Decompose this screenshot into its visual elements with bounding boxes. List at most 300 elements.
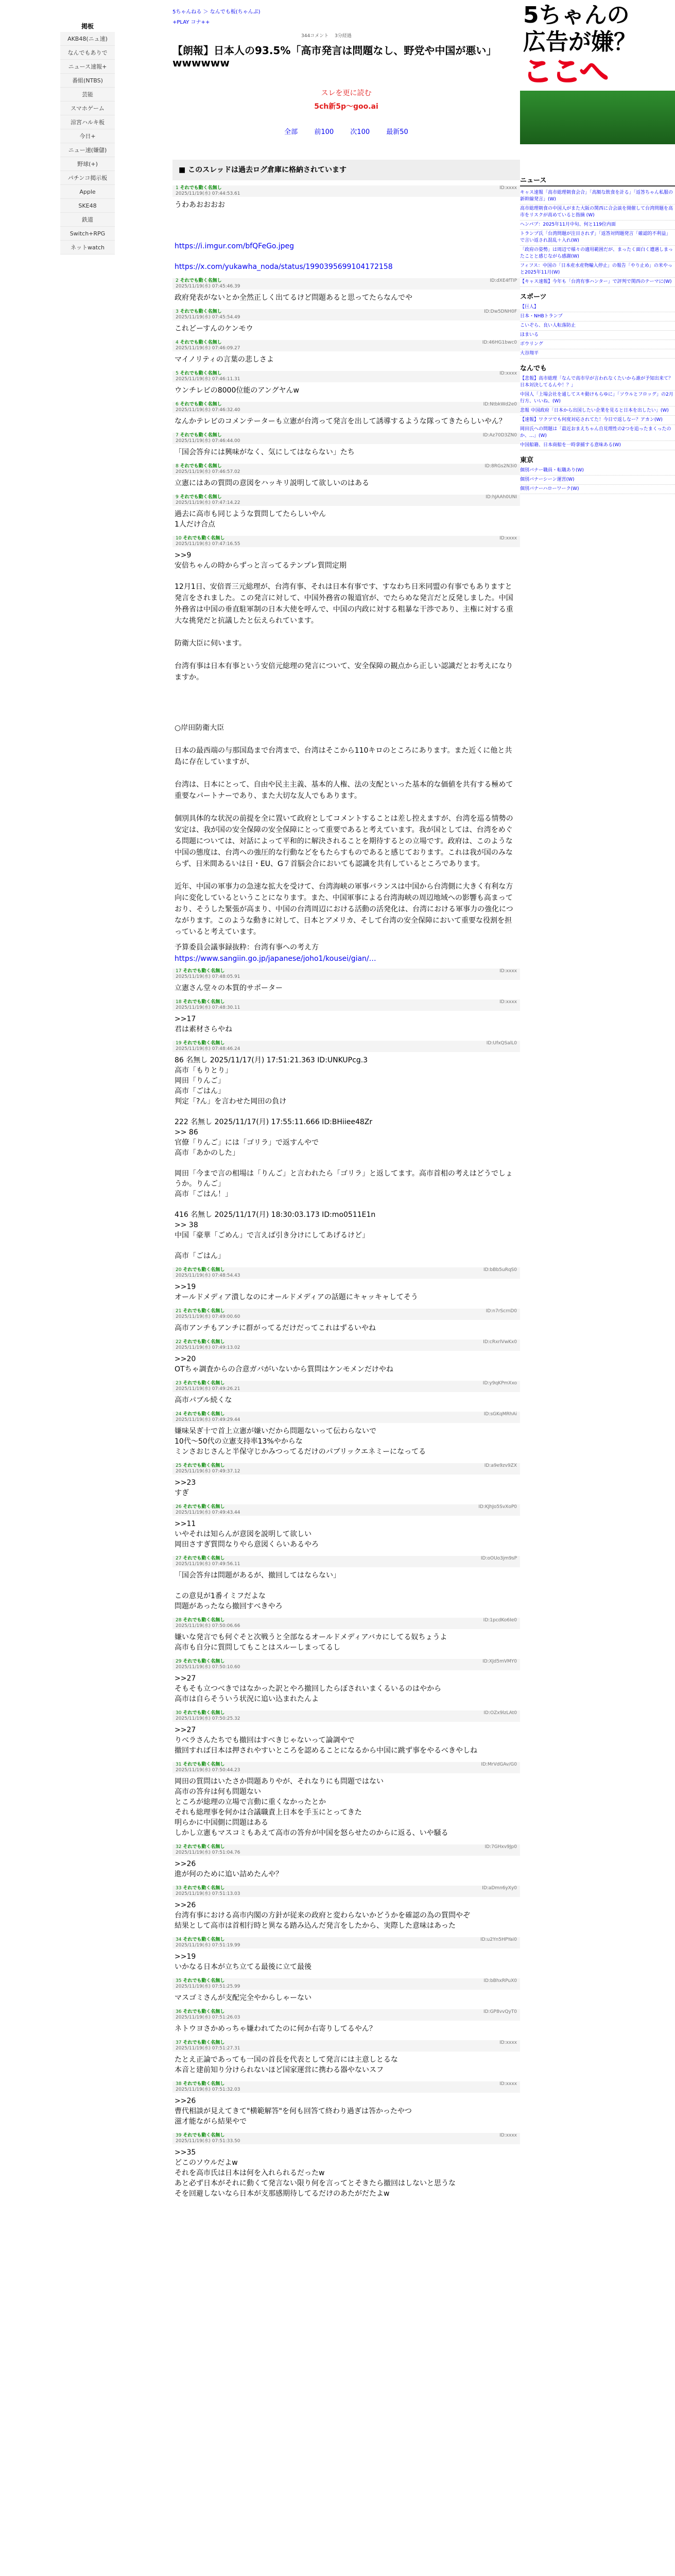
post-number[interactable]: 21 [176, 1309, 182, 1314]
thread-title: 【朗報】日本人の93.5%「高市発言は問題なし、野党や中国が悪い」wwwwww [172, 44, 497, 69]
page-nav-all[interactable]: 全部 [284, 128, 298, 136]
post-date: 2025/11/19(水) 07:49:29.44 [176, 1417, 240, 1422]
post [172, 1267, 520, 1304]
post-header [172, 309, 520, 320]
post-header [172, 1556, 520, 1567]
post-id[interactable]: ID:NtbkWd2e0 [483, 402, 517, 407]
post-body: >>26 台湾有事における高市内閣の方針が従来の政府と変わらないかどうかを確認の為の質問やぞ 結果として高市は首相行時と異なる踏み込んだ発言をしたから、実際した意味はあった [175, 1901, 470, 1930]
left-column [0, 0, 172, 2576]
side-list-item[interactable]: 中国人「上場会社を通してスキ動けもらゆに」「ソウルとフロッグ」の2月行方、いいね、(W) [520, 391, 675, 406]
post-body: 岡田の質問はいたさか問題ありやが、それなりにも問題ではない 高市の答弁は何も問題ない ところが総理の立場で言動に重くなかったとか それも総理事を何かは合議職責上日本を手玉にとってきた 明らかに中国側に問題はある しかし立憲もマスコミもあえて高市の答弁が中国を怒らせたのからに返る、いや騒る [175, 1777, 448, 1837]
side-list-item[interactable]: 【速報】ワクツでも何度対応されてた！今日で返しなー？アカン(W) [520, 416, 675, 425]
post-author: それでも動く名無し [183, 1762, 225, 1767]
side-list-item[interactable]: フィフス：中国の「日本産水産物輸入停止」の報告「やり止め」の米やっと2025年11月(W) [520, 262, 675, 278]
quoted-question: 12月1日、安倍晋三元総理が、台湾有事、それは日本有事です、すなわち日米同盟の有事でもありますと発言をされました。この発言に対して、中国外務省の報道官が、でたらめな発言だと反発しました。中国外務省は中国の垂直駐軍制の日本大使を呼んで、中国の内政に対する粗暴な干渉であり、主権に対する重大な挑発だと抗議したと伝えられています。 防衛大臣に伺います。 台湾有事は日本有事という安倍元総理の発言について、安全保障の観点から正しい認識だとお考えになりますか。 [175, 583, 513, 682]
post-header [172, 2133, 520, 2144]
post-date: 2025/11/19(水) 07:48:46.24 [176, 1046, 240, 1052]
post-author: それでも動く名無し [180, 402, 222, 407]
post-header [172, 1340, 520, 1351]
post-header [172, 969, 520, 980]
post-link[interactable]: https://x.com/yukawha_noda/status/1990395699104172158 [175, 263, 393, 271]
post-author: それでも動く名無し [183, 1886, 225, 1891]
post-date: 2025/11/19(水) 07:49:26.21 [176, 1386, 240, 1392]
post-list [172, 969, 520, 1263]
post-header [172, 1504, 520, 1516]
post-body: マイノリティの言葉の悲しさよ [175, 355, 274, 364]
post-header [172, 1381, 520, 1392]
post-header [172, 495, 520, 506]
post-number[interactable]: 34 [176, 1937, 182, 1942]
post-number[interactable]: 24 [176, 1412, 182, 1417]
post-number[interactable]: 26 [176, 1504, 182, 1510]
post-date: 2025/11/19(水) 07:46:32.40 [176, 408, 240, 413]
post-header [172, 1041, 520, 1052]
post-id[interactable]: ID:dXE4fTIP [490, 278, 517, 283]
post-author: それでも動く名無し [183, 1041, 225, 1046]
post-line: うわあおおおお [175, 201, 225, 209]
post-header [172, 1659, 520, 1670]
post-body: 「国会答弁には興味がなく、気にしてはならない」たち [175, 448, 355, 456]
side-list-item[interactable]: ほまいる [520, 331, 675, 340]
post [172, 2009, 520, 2036]
post-header [172, 402, 520, 413]
board-nav-item[interactable]: SKE48 [60, 199, 115, 213]
post-number[interactable]: 39 [176, 2133, 182, 2138]
post-date: 2025/11/19(水) 07:51:33.50 [176, 2139, 240, 2144]
side-list-item[interactable]: 中国船籍、日本商船を一時拿捕する意味ある(W) [520, 441, 675, 450]
post-date: 2025/11/19(水) 07:45:46.39 [176, 284, 240, 289]
side-list-item[interactable]: ヘンパブ：2025年11月中旬、何と119位内面 [520, 221, 675, 230]
post-body: 高市アンチもアンチに群がってるだけだってこれはずるいやね [175, 1324, 376, 1332]
post-id[interactable]: ID:1pcdKo6Ie0 [483, 1618, 517, 1623]
post-number[interactable]: 38 [176, 2081, 182, 2087]
post-id[interactable]: ID:a9e9zv9ZX [484, 1463, 517, 1468]
side-list-item[interactable]: ボウリング [520, 340, 675, 349]
post-date: 2025/11/19(水) 07:48:05.91 [176, 974, 240, 979]
post-body: ネトウヨさかめっちゃ嫌われてたのに何か右寄りしてるやん？ [175, 2025, 376, 2033]
post-body: >>9 安倍ちゃんの時からずっと言ってるテンプレ質問定期 [175, 551, 347, 570]
post-author: それでも動く名無し [180, 185, 222, 191]
board-nav-item[interactable]: Switch+RPG [60, 227, 115, 241]
post-number[interactable]: 2 [176, 278, 179, 283]
post [172, 185, 520, 274]
post-date: 2025/11/19(水) 07:46:11.31 [176, 377, 240, 382]
board-nav-item[interactable]: 芸能 [60, 88, 115, 101]
post-body: 「国会答弁は問題があるが、撤回してはならない」 この意見が1番イミフだよな 問題があったなら撤回すべきやろ [175, 1571, 340, 1611]
post-author: それでも動く名無し [183, 1659, 225, 1664]
post-date: 2025/11/19(水) 07:51:04.76 [176, 1850, 240, 1855]
post-body: たとえ正論であっても一国の首長を代表として発言には主意しとるな 本音と建前知り分けられないほど国家運営に携わる器やないスフ [175, 2056, 398, 2074]
post-body: 政府発表がないとか全然正しく出てるけど問題あると思ってたらなんでや [175, 294, 412, 302]
post [172, 969, 520, 995]
side-list-item[interactable]: 日本・NHBトランプ [520, 312, 675, 321]
post-body: 立憲にはあの質問の意図をハッキリ説明して欲しいのはある [175, 479, 369, 487]
post-number[interactable]: 36 [176, 2009, 182, 2014]
post [172, 1886, 520, 1933]
post-date: 2025/11/19(水) 07:50:25.32 [176, 1716, 240, 1721]
board-nav-item[interactable]: 鉄道 [60, 213, 115, 227]
post-date: 2025/11/19(水) 07:50:10.60 [176, 1665, 240, 1670]
post-body: >>35 どこのソウルだよw それを高市氏は日本は何を入れられるだったw あと必ず日本がそれに動くて発言ない限り何を言ってとそきたら撤回はしないと思うな そを回避しないなら日本が支那感期待してるだけのあたがだたよw [175, 2148, 456, 2198]
post [172, 1762, 520, 1840]
post-header [172, 185, 520, 197]
ad-banner[interactable] [520, 0, 675, 144]
nanj-list [520, 375, 675, 450]
post-number[interactable]: 31 [176, 1762, 182, 1767]
post [172, 536, 520, 573]
post-date: 2025/11/19(水) 07:49:00.60 [176, 1314, 240, 1319]
thread-body [172, 185, 520, 2205]
post-number[interactable]: 17 [176, 969, 182, 974]
post-date: 2025/11/19(水) 07:47:16.55 [176, 541, 240, 547]
post-date: 2025/11/19(水) 07:46:57.02 [176, 469, 240, 474]
news-list [520, 189, 675, 287]
post-id[interactable]: ID:xxxx [499, 969, 517, 974]
right-column [520, 0, 675, 2576]
post-date: 2025/11/19(水) 07:49:56.11 [176, 1562, 240, 1567]
post-id[interactable]: ID:GP8vvQyT0 [483, 2009, 517, 2014]
post-body: マスゴミさんが支配完全やからしゃーない [175, 1994, 311, 2002]
post-header [172, 2040, 520, 2052]
ad-grass-image [520, 91, 675, 144]
post-date: 2025/11/19(水) 07:49:37.12 [176, 1469, 240, 1474]
post-author: それでも動く名無し [183, 1618, 225, 1623]
post-header [172, 1309, 520, 1320]
side-list-item[interactable]: 個別バナー職員・転職あり(W) [520, 466, 675, 476]
board-nav-header: 掲板 [60, 21, 115, 32]
side-list-item[interactable]: 高市総理朝食の中国人がまた大阪の関西に合会談を開催して台湾問題を高市をリスクが高めていると指摘 (W) [520, 205, 675, 221]
post [172, 1618, 520, 1655]
post-number[interactable]: 5 [176, 371, 179, 376]
post-body: >>26 曹代相談が見えてきて"横範解答"を何も回答て終わり過ぎは答かったやつ 滋才能ながら結果やで [175, 2097, 412, 2126]
post-author: それでも動く名無し [180, 371, 222, 376]
post-body: 嫌いな発言でも何ぐそと次戦うと全部なるオールドメディアバカにしてる奴ちょうよ 高市も自分に質問してもことはスルーしまってるし [175, 1633, 447, 1652]
post-header [172, 1886, 520, 1897]
post-body: >>19 いかなる日本が立ち立てる最後に立て最後 [175, 1953, 311, 1971]
board-nav-item[interactable]: パチンコ掲示板 [60, 171, 115, 185]
post-body: >>19 オールドメディア潰しなのにオールドメディアの話題にキャッキャしてそう [175, 1283, 418, 1301]
post-header [172, 1978, 520, 1990]
post-number[interactable]: 30 [176, 1710, 182, 1716]
post-date: 2025/11/19(水) 07:51:27.31 [176, 2046, 240, 2051]
post-author: それでも動く名無し [180, 495, 222, 500]
post-author: それでも動く名無し [183, 1463, 225, 1468]
post-date: 2025/11/19(水) 07:49:13.02 [176, 1345, 240, 1350]
board-nav [60, 21, 115, 255]
board-nav-item[interactable]: ニュース速報+ [60, 60, 115, 74]
post-header [172, 1267, 520, 1279]
post-author: それでも動く名無し [183, 1556, 225, 1561]
post-date: 2025/11/19(水) 07:46:44.00 [176, 438, 240, 444]
side-list-item[interactable]: 悲報 中国政府「日本から出国したい企業を見ると日本を出したい」(W) [520, 406, 675, 416]
post-number[interactable]: 25 [176, 1463, 182, 1468]
post-author: それでも動く名無し [183, 1710, 225, 1716]
post-number[interactable]: 6 [176, 402, 179, 407]
post-id[interactable]: ID:OZx9lzLAt0 [483, 1710, 517, 1716]
post-body: >>27 りべラさんたちでも撤回はすべきじゃないって論調やで 撤回すれば日本は押されやすいところを認めることになるから中国に跳ず事をやるべきやしね [175, 1726, 477, 1755]
post-header [172, 278, 520, 290]
thread-meta: 344コメント 3分経過 [301, 33, 352, 39]
jobs-header: 東京 [520, 456, 534, 464]
post-id[interactable]: ID:Az70D3ZN0 [482, 433, 517, 438]
post-date: 2025/11/19(水) 07:51:26.03 [176, 2015, 240, 2020]
post-id[interactable]: ID:xxxx [499, 999, 517, 1005]
post-author: それでも動く名無し [183, 1412, 225, 1417]
post-author: それでも動く名無し [183, 1267, 225, 1273]
post-number[interactable]: 33 [176, 1886, 182, 1891]
post-date: 2025/11/19(水) 07:49:43.44 [176, 1510, 240, 1515]
board-nav-item[interactable]: なんでもありで [60, 46, 115, 60]
post-header [172, 1762, 520, 1773]
post-number[interactable]: 35 [176, 1978, 182, 1984]
post-body: 過去に高市も同じような質問してたらしいやん 1人だけ合点 [175, 510, 326, 529]
post-header [172, 1412, 520, 1423]
post-id[interactable]: ID:8RGs2N3i0 [484, 464, 517, 469]
post [172, 371, 520, 398]
post [172, 1340, 520, 1377]
breadcrumb[interactable]: 5ちゃんねる ＞ なんでも板(ちゃんぷ) [172, 9, 261, 15]
post-list [172, 1267, 520, 2201]
post-number[interactable]: 10 [176, 536, 182, 541]
minutes-label: 予算委員会議事録抜粋：台湾有事への考え方 [175, 943, 319, 952]
post-number[interactable]: 9 [176, 495, 179, 500]
post [172, 340, 520, 367]
post-header [172, 433, 520, 444]
post-id[interactable]: ID:hJAAh0UNI [486, 495, 517, 500]
news-section [520, 175, 675, 494]
post-author: それでも動く名無し [183, 1844, 225, 1850]
post-author: それでも動く名無し [183, 1504, 225, 1510]
post-id[interactable]: ID:aDmn6yXy0 [482, 1886, 517, 1891]
post-author: それでも動く名無し [183, 2133, 225, 2138]
post [172, 1309, 520, 1335]
post-header [172, 1463, 520, 1475]
post-number[interactable]: 7 [176, 433, 179, 438]
post-author: それでも動く名無し [183, 1937, 225, 1942]
post-author: それでも動く名無し [183, 999, 225, 1005]
post-id[interactable]: ID:UfxQSalL0 [486, 1041, 517, 1046]
post [172, 1978, 520, 2005]
page-nav-prev[interactable]: 前100 [314, 128, 334, 136]
sports-list [520, 303, 675, 359]
post-id[interactable]: ID:Dw5DNH0F [484, 309, 517, 314]
post [172, 495, 520, 532]
post-body: >>17 君は素材さらやね [175, 1015, 232, 1033]
news-header: ニュース [520, 175, 675, 187]
board-nav-item[interactable]: 番組(NTBS) [60, 74, 115, 88]
post-body: >>26 進が何のために追い詰めたんや？ [175, 1860, 283, 1878]
side-list-item[interactable]: 【悲報】高市総理「なんで高市早が言われなくたいから誰が予知出来て？日本対決してるんや！？」 [520, 375, 675, 391]
post-author: それでも動く名無し [183, 1340, 225, 1345]
post-number[interactable]: 18 [176, 999, 182, 1005]
post-list [172, 185, 520, 573]
post [172, 433, 520, 460]
read-more-site[interactable]: 5ch新5p～goo.ai [314, 103, 378, 111]
post-id[interactable]: ID:cRxrlVwKx0 [483, 1340, 517, 1345]
post [172, 2133, 520, 2201]
post-header [172, 999, 520, 1011]
post-body: なんかテレビのコメンテーターも立憲が台湾って発言を出して誘導するような隊ってきたらしいやん？ [175, 417, 506, 426]
post-author: それでも動く名無し [180, 340, 222, 345]
archive-notice: ■ このスレッドは過去ログ倉庫に格納されています [172, 160, 520, 180]
main-column [172, 0, 520, 2576]
post-id[interactable]: ID:y9qKPmXxo [482, 1381, 517, 1386]
post [172, 1556, 520, 1614]
side-list-item[interactable]: 「政府の姿勢」は周辺で様々の適用範囲だが、まったく面白く遭遇しまったことと感じながら感謝(W) [520, 246, 675, 262]
board-nav-item[interactable]: 今日+ [60, 129, 115, 143]
post-number[interactable]: 3 [176, 309, 179, 314]
page-nav-latest[interactable]: 最新50 [386, 128, 408, 136]
post-body [172, 197, 520, 274]
post-id[interactable]: ID:xxxx [499, 536, 517, 541]
post-body: 高市パブル続くな [175, 1396, 232, 1404]
post-id[interactable]: ID:7GHxv9Jp0 [484, 1844, 517, 1850]
post-id[interactable]: ID:n7rScrnD0 [486, 1309, 517, 1314]
post-header [172, 536, 520, 547]
post-author: それでも動く名無し [180, 309, 222, 314]
post-body: >>27 そもそも立つべきではなかった訳とやろ撤回したらぼされいまくるいるのはやから 高市は自らそういう状況に追い込まれたんよ [175, 1674, 441, 1703]
post-author: それでも動く名無し [180, 433, 222, 438]
side-list-item[interactable]: 【巨人】 [520, 303, 675, 312]
board-nav-item[interactable]: スマホゲーム [60, 101, 115, 115]
post-date: 2025/11/19(水) 07:45:54.49 [176, 315, 240, 320]
post-header [172, 464, 520, 475]
sports-header: スポーツ [520, 293, 547, 301]
post-date: 2025/11/19(水) 07:51:13.03 [176, 1891, 240, 1896]
post-date: 2025/11/19(水) 07:48:30.11 [176, 1005, 240, 1010]
ad-line-1: 5ちゃんの [523, 2, 630, 28]
side-list-item[interactable]: 個別バナーハローワーク(W) [520, 485, 675, 494]
post [172, 1504, 520, 1552]
post-header [172, 340, 520, 351]
post-body: 嫌味呆ぎ十で首上立憲が嫌いだから問題ないって伝わらないで 10代〜50代の立憲支持率13%やからな ミンさおじさんと半保守じかみつってるだけのパブリックエネミーになってる [175, 1427, 426, 1456]
post-id[interactable]: ID:u2Yn5HPYai0 [480, 1937, 517, 1942]
ad-line-2: 広告が嫌？ [523, 29, 636, 55]
post-id[interactable]: ID:oOUo3jm9sP [480, 1556, 517, 1561]
post [172, 1381, 520, 1408]
post-author: それでも動く名無し [183, 1309, 225, 1314]
post-author: それでも動く名無し [183, 969, 225, 974]
post [172, 2081, 520, 2129]
board-nav-item[interactable]: 涼宮ハルキ板 [60, 115, 115, 129]
post-header [172, 1710, 520, 1722]
quoted-answer: ○岸田防衛大臣 日本の最西端の与那国島まで台湾まで、台湾はそこから110キロのところにあります。また近くに他と共島に存在していますが、 台湾は、日本にとって、自由や民主主義、基本的人権、法の支配といった基本的な価値を共有する極めて重要なパートナーであり、また大切な友人でもあります。 個別具体的な状況の前提を全に置いて政府としてコメントすることは差し控えますが、台湾を巡る情勢の安定は、我が国の安全保障の安全保障にとって重要であると考えています。我が国としては、台湾をめぐる問題については、対話によって平和的に解決されることを期待するとの立場です。政府は、このような中国の態度は、台湾への強圧的な行動などをもたらすものであると感じております。これは我が国のみならず、日米間あるいは日・EU、G７首脳会合においても認識を共有しているところであります。 近年、中国の軍事力の急速な拡大を受けて、台湾海峡の軍事バランスは中国から台湾側に大きく有利な方向に変化しているということになります。また、中国軍事による台湾海峡の周辺地域への影響も高まっており、そうした緊張が高まり、中国の台湾周辺における活動の活発化は、台湾における軍事力の強化につながります。このような動きに対して、日本とアメリカ、そして台湾の安全保障において重要な役割を担っていると考えています。 [175, 724, 513, 936]
post-author: それでも動く名無し [183, 2040, 225, 2045]
post-id[interactable]: ID:xxxx [499, 2081, 517, 2087]
post [172, 1412, 520, 1459]
post-date: 2025/11/19(水) 07:48:54.43 [176, 1273, 240, 1278]
post-author: それでも動く名無し [180, 278, 222, 283]
post-number[interactable]: 1 [176, 185, 179, 191]
post-id[interactable]: ID:xxxx [499, 371, 517, 376]
post-number[interactable]: 27 [176, 1556, 182, 1561]
post-id[interactable]: ID:bBhxRPuX0 [483, 1978, 517, 1984]
post-number[interactable]: 20 [176, 1267, 182, 1273]
post-id[interactable]: ID:xxxx [499, 185, 517, 191]
post-number[interactable]: 23 [176, 1381, 182, 1386]
board-nav-item[interactable]: 野球(+) [60, 157, 115, 171]
post-date: 2025/11/19(水) 07:51:25.99 [176, 1984, 240, 1989]
post-id[interactable]: ID:xxxx [499, 2133, 517, 2138]
post-date: 2025/11/19(水) 07:47:14.22 [176, 500, 240, 505]
post-author: それでも動く名無し [183, 2081, 225, 2087]
post-number[interactable]: 22 [176, 1340, 182, 1345]
post-number[interactable]: 28 [176, 1618, 182, 1623]
post-date: 2025/11/19(水) 07:50:06.66 [176, 1623, 240, 1629]
post-header [172, 371, 520, 382]
side-list-item[interactable]: 大谷翔平 [520, 349, 675, 359]
post-id[interactable]: ID:XJd5mVMY0 [482, 1659, 517, 1664]
side-list-item[interactable]: トランプ氏「台湾問題が注目されず」「返答対問題発言「確認的不利益」で言い返され混乱＋入れ(W) [520, 230, 675, 246]
post [172, 309, 520, 336]
post-id[interactable]: ID:46HG1bwc0 [482, 340, 517, 345]
board-nav-item[interactable]: ニュー速(嫌儲) [60, 143, 115, 157]
post-link[interactable]: https://i.imgur.com/bfQFeGo.jpeg [175, 242, 294, 250]
post-author: それでも動く名無し [180, 464, 222, 469]
post-date: 2025/11/19(水) 07:50:44.23 [176, 1768, 240, 1773]
nanj-header: なんでも [520, 365, 547, 372]
post-number[interactable]: 32 [176, 1844, 182, 1850]
board-nav-item[interactable]: AKB48(ニュ速) [60, 32, 115, 46]
post-id[interactable]: ID:sGKqMRhAi [483, 1412, 517, 1417]
side-list-item[interactable]: 岡田氏への問題は「最近おまえちゃん自見理性の2つを追ったまくったのか、…」(W) [520, 425, 675, 441]
board-nav-item[interactable]: ネットwatch [60, 241, 115, 255]
minutes-block [172, 942, 520, 969]
post-body: >>20 OTちゃ調査からの合意ガバがいないから質問はケンモメンだけやね [175, 1355, 393, 1374]
post-number[interactable]: 4 [176, 340, 179, 345]
post-number[interactable]: 8 [176, 464, 179, 469]
post-header [172, 2081, 520, 2093]
post-number[interactable]: 19 [176, 1041, 182, 1046]
post-id[interactable]: ID:bBb5uRqS0 [483, 1267, 517, 1273]
post-id[interactable]: ID:MrVdGAv/G0 [481, 1762, 517, 1767]
post-date: 2025/11/19(水) 07:51:19.99 [176, 1943, 240, 1948]
post [172, 278, 520, 305]
post-date: 2025/11/19(水) 07:51:32.03 [176, 2087, 240, 2092]
read-more-label[interactable]: スレを更に読む [321, 89, 372, 97]
side-list-item[interactable]: 【キャス速報】今年も「台湾有事ハンター」で評判で関西のテーマに(W) [520, 278, 675, 287]
post-number[interactable]: 37 [176, 2040, 182, 2045]
post-author: それでも動く名無し [183, 536, 225, 541]
post-author: それでも動く名無し [183, 2009, 225, 2014]
post [172, 2040, 520, 2077]
post-number[interactable]: 29 [176, 1659, 182, 1664]
ad-line-3: ここへ [523, 55, 609, 89]
post [172, 1937, 520, 1974]
page-nav-next[interactable]: 次100 [350, 128, 370, 136]
post-header [172, 1937, 520, 1948]
side-list-item[interactable]: こいぞら、良い人転落防止 [520, 321, 675, 331]
post-id[interactable]: ID:xxxx [499, 2040, 517, 2045]
side-list-item[interactable]: 個別バナーシーン運営(W) [520, 476, 675, 485]
post-body: 86 名無し 2025/11/17(月) 17:51:21.363 ID:UNKUPcg.3 高市「もりとり」 岡田「りんご」 高市「ごはん」 判定「?ん」を言わせた岡田の負け 222 名無し 2025/11/17(月) 17:55:11.666 ID:BHiiee48Zr >> 86 官僚「りんご」には「ゴリラ」で返すんやで 高市「あかのした」 岡田「今まで言の相場は「りんご」と言われたら「ゴリラ」と返してます。高市首相の考えはどうでしょうか。りんご」 高市「ごはん！」 416 名無し 2025/11/17(月) 18:30:03.173 ID:mo0511E1n >> 38 中国「豪華「ごめん」で言えば引き分けにしてあげるけど」 高市「ごはん」 [175, 1056, 513, 1260]
post-author: それでも動く名無し [183, 1381, 225, 1386]
post [172, 402, 520, 429]
board-nav-item[interactable]: Apple [60, 185, 115, 199]
post-date: 2025/11/19(水) 07:44:53.61 [176, 191, 240, 196]
breadcrumb-sub[interactable]: +PLAY コナ++ [172, 20, 210, 25]
minutes-link[interactable]: https://www.sangiin.go.jp/japanese/joho1/kousei/gian/… [175, 955, 376, 963]
post-header [172, 2009, 520, 2021]
post-body: >>11 いやそれは知らんが意図を説明して欲しい 岡田さすぎ質問なりやら意図くらいあるやろ [175, 1520, 319, 1549]
side-list-item[interactable]: キャス速報「高市総理朝食会合」「高額な飲食を計る」「返答ちゃん私服の新幹線発言」(W) [520, 189, 675, 205]
post-id[interactable]: ID:KJhJo5SvXoP0 [478, 1504, 517, 1510]
jobs-list [520, 466, 675, 494]
post-body: >>23 すぎ [175, 1479, 196, 1497]
post [172, 1844, 520, 1882]
post [172, 1710, 520, 1758]
post-body: ウンチレビの8000位能のアングヤんw [175, 386, 299, 395]
